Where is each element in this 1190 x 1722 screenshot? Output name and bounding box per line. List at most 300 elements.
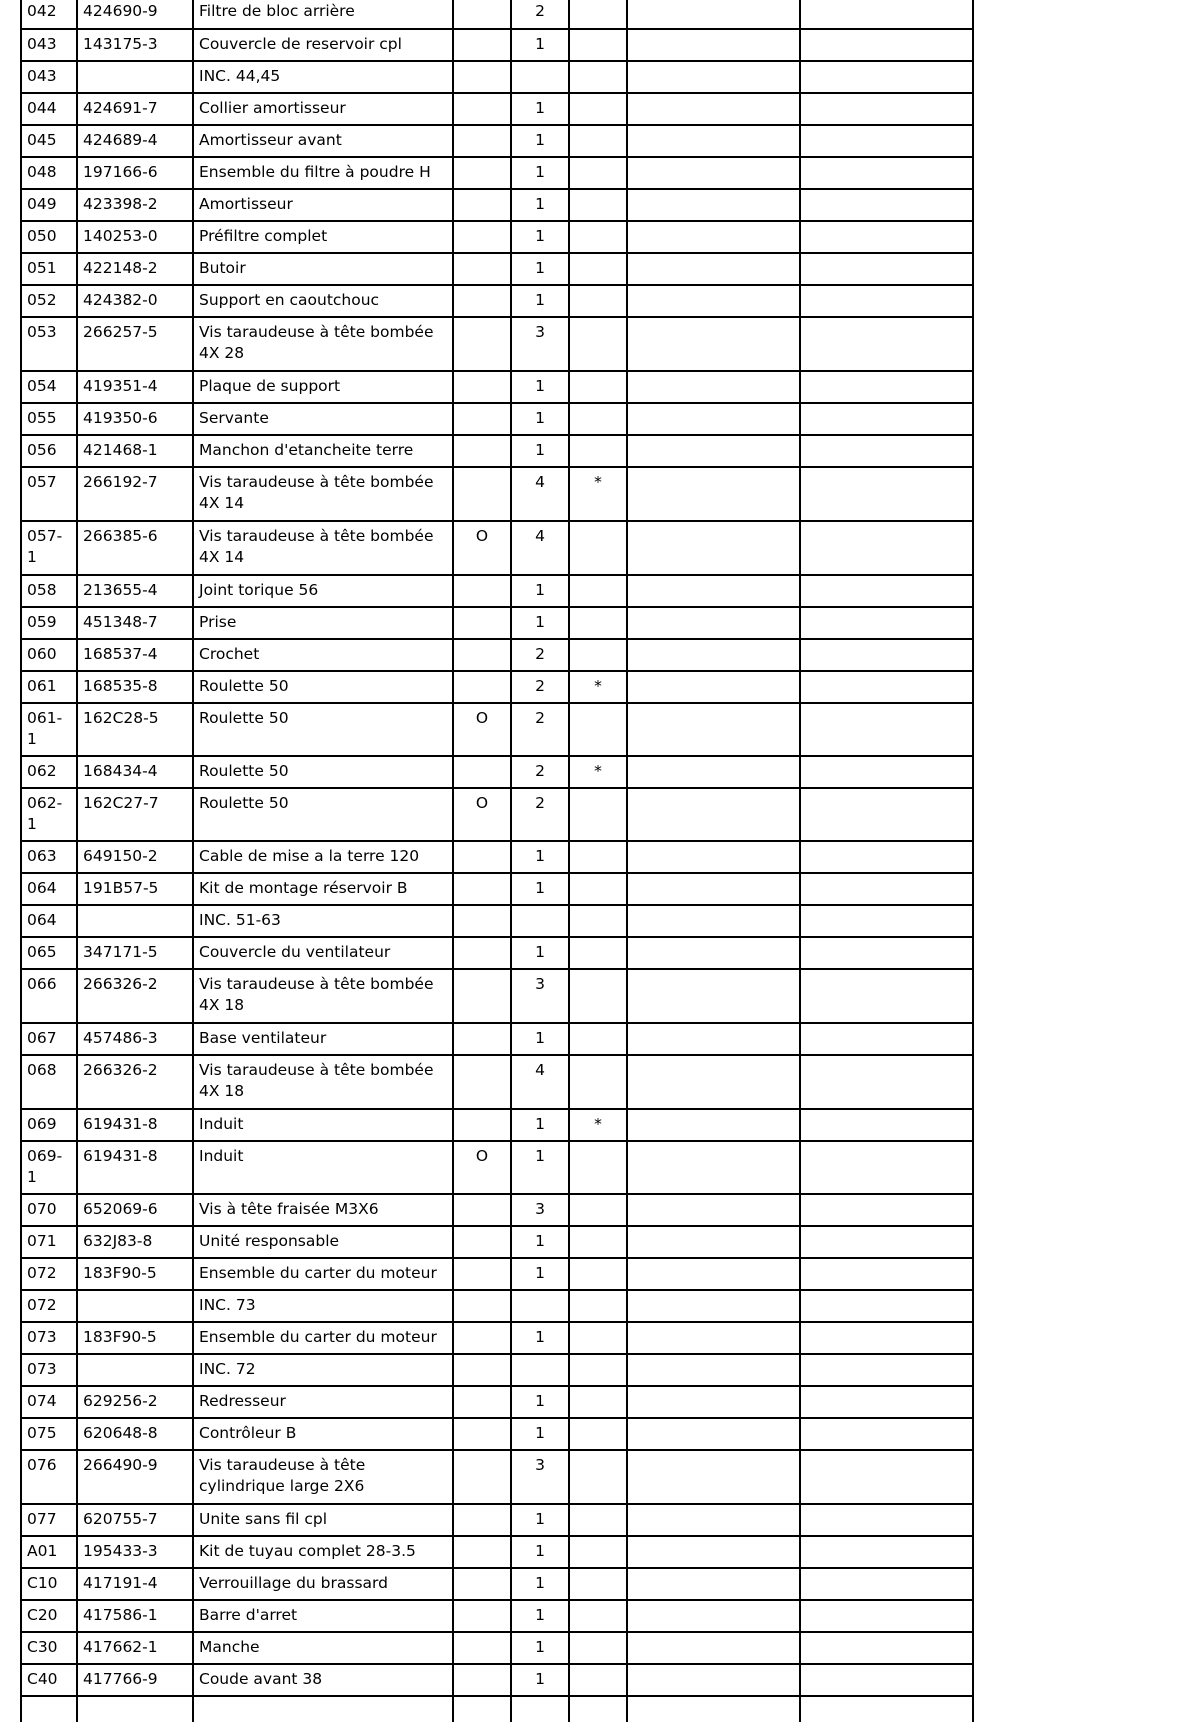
- option-cell: [453, 125, 511, 157]
- table-row: [21, 1226, 973, 1258]
- description-cell: Roulette 50: [193, 703, 453, 756]
- item-number-cell: 075: [21, 1418, 77, 1450]
- mark-cell: [569, 1023, 627, 1055]
- table-row: [21, 1536, 973, 1568]
- empty-cell: [569, 1696, 627, 1722]
- table-row: [21, 1055, 973, 1109]
- description-cell: Manchon d'etancheite terre: [193, 435, 453, 467]
- part-number-cell: [77, 1354, 193, 1386]
- description-cell: Verrouillage du brassard: [193, 1568, 453, 1600]
- table-row: [21, 29, 973, 61]
- item-number-cell: 069-1: [21, 1141, 77, 1194]
- part-number-cell: 183F90-5: [77, 1322, 193, 1354]
- mark-cell: [569, 435, 627, 467]
- part-number-cell: 619431-8: [77, 1109, 193, 1141]
- parts-list: [20, 0, 972, 1722]
- item-number-cell: 053: [21, 317, 77, 371]
- mark-cell: [569, 1290, 627, 1322]
- quantity-cell: 1: [511, 157, 569, 189]
- empty-cell: [77, 1696, 193, 1722]
- description-cell: Vis taraudeuse à tête bombée 4X 18: [193, 1055, 453, 1109]
- quantity-cell: 1: [511, 29, 569, 61]
- option-cell: O: [453, 788, 511, 841]
- item-number-cell: 042: [21, 0, 77, 29]
- mark-cell: [569, 61, 627, 93]
- empty-cell: [800, 607, 973, 639]
- table-row: [21, 1450, 973, 1504]
- description-cell: Plaque de support: [193, 371, 453, 403]
- option-cell: [453, 285, 511, 317]
- quantity-cell: 1: [511, 1664, 569, 1696]
- option-cell: [453, 937, 511, 969]
- table-row: [21, 756, 973, 788]
- empty-cell: [800, 841, 973, 873]
- mark-cell: [569, 788, 627, 841]
- description-cell: Roulette 50: [193, 671, 453, 703]
- empty-cell: [627, 93, 800, 125]
- part-number-cell: 168434-4: [77, 756, 193, 788]
- part-number-cell: 422148-2: [77, 253, 193, 285]
- item-number-cell: 054: [21, 371, 77, 403]
- empty-cell: [800, 1055, 973, 1109]
- empty-cell: [627, 1696, 800, 1722]
- option-cell: [453, 1055, 511, 1109]
- option-cell: [453, 317, 511, 371]
- part-number-cell: 632J83-8: [77, 1226, 193, 1258]
- quantity-cell: 3: [511, 1450, 569, 1504]
- table-row: [21, 1354, 973, 1386]
- quantity-cell: 1: [511, 221, 569, 253]
- item-number-cell: 067: [21, 1023, 77, 1055]
- empty-cell: [800, 403, 973, 435]
- item-number-cell: 059: [21, 607, 77, 639]
- quantity-cell: 3: [511, 317, 569, 371]
- mark-cell: [569, 157, 627, 189]
- table-row: [21, 1290, 973, 1322]
- description-cell: INC. 51-63: [193, 905, 453, 937]
- empty-cell: [627, 371, 800, 403]
- part-number-cell: 417586-1: [77, 1600, 193, 1632]
- empty-cell: [800, 0, 973, 29]
- option-cell: [453, 1600, 511, 1632]
- description-cell: Induit: [193, 1109, 453, 1141]
- mark-cell: [569, 937, 627, 969]
- empty-cell: [800, 1290, 973, 1322]
- item-number-cell: 050: [21, 221, 77, 253]
- mark-cell: [569, 1418, 627, 1450]
- table-row: [21, 671, 973, 703]
- description-cell: Butoir: [193, 253, 453, 285]
- mark-cell: [569, 969, 627, 1023]
- quantity-cell: 2: [511, 756, 569, 788]
- item-number-cell: C10: [21, 1568, 77, 1600]
- item-number-cell: 069: [21, 1109, 77, 1141]
- mark-cell: [569, 575, 627, 607]
- mark-cell: [569, 1322, 627, 1354]
- part-number-cell: 266257-5: [77, 317, 193, 371]
- empty-cell: [800, 703, 973, 756]
- quantity-cell: 2: [511, 639, 569, 671]
- table-row: [21, 905, 973, 937]
- description-cell: Préfiltre complet: [193, 221, 453, 253]
- mark-cell: [569, 1504, 627, 1536]
- quantity-cell: 1: [511, 435, 569, 467]
- empty-cell: [800, 29, 973, 61]
- description-cell: Contrôleur B: [193, 1418, 453, 1450]
- quantity-cell: 1: [511, 1386, 569, 1418]
- quantity-cell: 1: [511, 1109, 569, 1141]
- empty-cell: [800, 221, 973, 253]
- description-cell: Base ventilateur: [193, 1023, 453, 1055]
- description-cell: INC. 73: [193, 1290, 453, 1322]
- mark-cell: [569, 1450, 627, 1504]
- option-cell: [453, 639, 511, 671]
- quantity-cell: 1: [511, 1258, 569, 1290]
- empty-cell: [800, 1194, 973, 1226]
- quantity-cell: 1: [511, 607, 569, 639]
- description-cell: Vis à tête fraisée M3X6: [193, 1194, 453, 1226]
- mark-cell: [569, 1141, 627, 1194]
- item-number-cell: 073: [21, 1322, 77, 1354]
- description-cell: Servante: [193, 403, 453, 435]
- part-number-cell: 424690-9: [77, 0, 193, 29]
- quantity-cell: 2: [511, 788, 569, 841]
- quantity-cell: 1: [511, 1226, 569, 1258]
- option-cell: [453, 607, 511, 639]
- option-cell: [453, 1023, 511, 1055]
- part-number-cell: 197166-6: [77, 157, 193, 189]
- empty-cell: [800, 1386, 973, 1418]
- part-number-cell: 191B57-5: [77, 873, 193, 905]
- item-number-cell: C20: [21, 1600, 77, 1632]
- item-number-cell: 044: [21, 93, 77, 125]
- part-number-cell: 266490-9: [77, 1450, 193, 1504]
- parts-table-body: [21, 0, 973, 1722]
- part-number-cell: 629256-2: [77, 1386, 193, 1418]
- part-number-cell: 162C27-7: [77, 788, 193, 841]
- empty-cell: [800, 1568, 973, 1600]
- part-number-cell: 417766-9: [77, 1664, 193, 1696]
- empty-cell: [627, 756, 800, 788]
- mark-cell: [569, 285, 627, 317]
- item-number-cell: 072: [21, 1290, 77, 1322]
- mark-cell: [569, 189, 627, 221]
- empty-cell: [627, 873, 800, 905]
- part-number-cell: 424382-0: [77, 285, 193, 317]
- mark-cell: [569, 703, 627, 756]
- option-cell: O: [453, 1141, 511, 1194]
- empty-cell: [627, 189, 800, 221]
- empty-cell: [800, 1418, 973, 1450]
- table-row: [21, 285, 973, 317]
- empty-cell: [627, 125, 800, 157]
- option-cell: [453, 29, 511, 61]
- empty-cell: [627, 467, 800, 521]
- option-cell: [453, 1226, 511, 1258]
- part-number-cell: 424689-4: [77, 125, 193, 157]
- quantity-cell: 1: [511, 937, 569, 969]
- empty-cell: [193, 1696, 453, 1722]
- part-number-cell: 423398-2: [77, 189, 193, 221]
- table-row: [21, 607, 973, 639]
- table-row: [21, 125, 973, 157]
- part-number-cell: [77, 905, 193, 937]
- quantity-cell: 1: [511, 1568, 569, 1600]
- mark-cell: [569, 403, 627, 435]
- empty-cell: [627, 937, 800, 969]
- quantity-cell: 1: [511, 1023, 569, 1055]
- mark-cell: [569, 1664, 627, 1696]
- table-row: [21, 1418, 973, 1450]
- mark-cell: [569, 841, 627, 873]
- option-cell: [453, 221, 511, 253]
- description-cell: Amortisseur avant: [193, 125, 453, 157]
- table-row: [21, 575, 973, 607]
- quantity-cell: 1: [511, 841, 569, 873]
- item-number-cell: C30: [21, 1632, 77, 1664]
- mark-cell: [569, 221, 627, 253]
- table-row: [21, 703, 973, 756]
- parts-table: [20, 0, 974, 1722]
- item-number-cell: 060: [21, 639, 77, 671]
- empty-cell: [627, 905, 800, 937]
- quantity-cell: [511, 905, 569, 937]
- table-row: [21, 317, 973, 371]
- option-cell: [453, 1290, 511, 1322]
- part-number-cell: 266326-2: [77, 1055, 193, 1109]
- description-cell: Coude avant 38: [193, 1664, 453, 1696]
- description-cell: Crochet: [193, 639, 453, 671]
- part-number-cell: 347171-5: [77, 937, 193, 969]
- quantity-cell: 1: [511, 1536, 569, 1568]
- part-number-cell: [77, 61, 193, 93]
- empty-cell: [627, 1568, 800, 1600]
- item-number-cell: 051: [21, 253, 77, 285]
- quantity-cell: 1: [511, 1141, 569, 1194]
- empty-cell: [627, 1055, 800, 1109]
- description-cell: Roulette 50: [193, 756, 453, 788]
- table-row: [21, 93, 973, 125]
- quantity-cell: [511, 1290, 569, 1322]
- empty-cell: [627, 1023, 800, 1055]
- table-row: [21, 1664, 973, 1696]
- empty-cell: [800, 1258, 973, 1290]
- item-number-cell: 061-1: [21, 703, 77, 756]
- option-cell: [453, 905, 511, 937]
- description-cell: Vis taraudeuse à tête bombée 4X 28: [193, 317, 453, 371]
- mark-cell: [569, 125, 627, 157]
- empty-cell: [800, 788, 973, 841]
- empty-cell: [627, 403, 800, 435]
- quantity-cell: 1: [511, 403, 569, 435]
- part-number-cell: 451348-7: [77, 607, 193, 639]
- part-number-cell: 183F90-5: [77, 1258, 193, 1290]
- option-cell: [453, 1568, 511, 1600]
- item-number-cell: 056: [21, 435, 77, 467]
- empty-cell: [627, 253, 800, 285]
- empty-cell: [627, 285, 800, 317]
- quantity-cell: 1: [511, 575, 569, 607]
- empty-cell: [627, 1632, 800, 1664]
- empty-cell: [627, 841, 800, 873]
- empty-cell: [627, 1109, 800, 1141]
- table-row: [21, 0, 973, 29]
- quantity-cell: 1: [511, 1632, 569, 1664]
- mark-cell: [569, 873, 627, 905]
- option-cell: O: [453, 703, 511, 756]
- empty-cell: [21, 1696, 77, 1722]
- quantity-cell: 4: [511, 1055, 569, 1109]
- mark-cell: [569, 639, 627, 671]
- item-number-cell: 073: [21, 1354, 77, 1386]
- empty-cell: [800, 125, 973, 157]
- empty-cell: [627, 1504, 800, 1536]
- quantity-cell: 2: [511, 0, 569, 29]
- empty-cell: [800, 1023, 973, 1055]
- empty-cell: [627, 1258, 800, 1290]
- description-cell: Roulette 50: [193, 788, 453, 841]
- part-number-cell: 213655-4: [77, 575, 193, 607]
- part-number-cell: 140253-0: [77, 221, 193, 253]
- item-number-cell: 062: [21, 756, 77, 788]
- option-cell: [453, 0, 511, 29]
- empty-cell: [453, 1696, 511, 1722]
- option-cell: [453, 756, 511, 788]
- mark-cell: [569, 1632, 627, 1664]
- option-cell: O: [453, 521, 511, 575]
- table-row: [21, 937, 973, 969]
- empty-cell: [800, 873, 973, 905]
- empty-cell: [800, 285, 973, 317]
- empty-cell: [627, 703, 800, 756]
- part-number-cell: 266385-6: [77, 521, 193, 575]
- table-row: [21, 1568, 973, 1600]
- option-cell: [453, 1258, 511, 1290]
- empty-cell: [800, 639, 973, 671]
- table-row: [21, 1504, 973, 1536]
- option-cell: [453, 575, 511, 607]
- mark-cell: [569, 1258, 627, 1290]
- description-cell: Cable de mise a la terre 120: [193, 841, 453, 873]
- mark-cell: [569, 1194, 627, 1226]
- empty-cell: [800, 93, 973, 125]
- description-cell: Vis taraudeuse à tête cylindrique large 2X6: [193, 1450, 453, 1504]
- empty-cell: [800, 756, 973, 788]
- empty-cell: [627, 1418, 800, 1450]
- empty-cell: [800, 1322, 973, 1354]
- table-row: [21, 788, 973, 841]
- description-cell: Collier amortisseur: [193, 93, 453, 125]
- quantity-cell: 1: [511, 1418, 569, 1450]
- empty-cell: [627, 788, 800, 841]
- quantity-cell: 1: [511, 1504, 569, 1536]
- empty-cell: [627, 521, 800, 575]
- part-number-cell: 652069-6: [77, 1194, 193, 1226]
- table-row: [21, 253, 973, 285]
- item-number-cell: 068: [21, 1055, 77, 1109]
- part-number-cell: 424691-7: [77, 93, 193, 125]
- item-number-cell: 048: [21, 157, 77, 189]
- mark-cell: [569, 317, 627, 371]
- empty-cell: [627, 1354, 800, 1386]
- table-row: [21, 1023, 973, 1055]
- empty-cell: [511, 1696, 569, 1722]
- empty-cell: [627, 1450, 800, 1504]
- mark-cell: [569, 521, 627, 575]
- part-number-cell: 195433-3: [77, 1536, 193, 1568]
- description-cell: INC. 44,45: [193, 61, 453, 93]
- option-cell: [453, 1536, 511, 1568]
- empty-cell: [627, 1536, 800, 1568]
- empty-cell: [627, 639, 800, 671]
- option-cell: [453, 1664, 511, 1696]
- quantity-cell: 2: [511, 703, 569, 756]
- option-cell: [453, 61, 511, 93]
- description-cell: Vis taraudeuse à tête bombée 4X 18: [193, 969, 453, 1023]
- empty-cell: [800, 1450, 973, 1504]
- mark-cell: *: [569, 467, 627, 521]
- item-number-cell: 066: [21, 969, 77, 1023]
- table-row: [21, 1109, 973, 1141]
- table-row: [21, 873, 973, 905]
- item-number-cell: 063: [21, 841, 77, 873]
- description-cell: Support en caoutchouc: [193, 285, 453, 317]
- empty-cell: [800, 157, 973, 189]
- part-number-cell: 620755-7: [77, 1504, 193, 1536]
- empty-cell: [627, 575, 800, 607]
- empty-cell: [800, 61, 973, 93]
- table-row: [21, 1632, 973, 1664]
- option-cell: [453, 157, 511, 189]
- empty-cell: [800, 1696, 973, 1722]
- option-cell: [453, 1504, 511, 1536]
- item-number-cell: 057-1: [21, 521, 77, 575]
- option-cell: [453, 371, 511, 403]
- item-number-cell: A01: [21, 1536, 77, 1568]
- empty-cell: [627, 1226, 800, 1258]
- description-cell: Unité responsable: [193, 1226, 453, 1258]
- item-number-cell: 043: [21, 61, 77, 93]
- mark-cell: [569, 1568, 627, 1600]
- table-row: [21, 1322, 973, 1354]
- table-row: [21, 969, 973, 1023]
- item-number-cell: 072: [21, 1258, 77, 1290]
- empty-cell: [800, 189, 973, 221]
- item-number-cell: 045: [21, 125, 77, 157]
- part-number-cell: 266192-7: [77, 467, 193, 521]
- mark-cell: [569, 1536, 627, 1568]
- empty-cell: [627, 1290, 800, 1322]
- quantity-cell: 1: [511, 1322, 569, 1354]
- description-cell: Redresseur: [193, 1386, 453, 1418]
- empty-cell: [627, 157, 800, 189]
- empty-cell: [627, 1386, 800, 1418]
- mark-cell: *: [569, 1109, 627, 1141]
- option-cell: [453, 1386, 511, 1418]
- empty-cell: [800, 905, 973, 937]
- empty-cell: [800, 467, 973, 521]
- item-number-cell: 061: [21, 671, 77, 703]
- empty-cell: [627, 1194, 800, 1226]
- quantity-cell: [511, 61, 569, 93]
- empty-cell: [627, 607, 800, 639]
- empty-cell: [627, 61, 800, 93]
- option-cell: [453, 403, 511, 435]
- option-cell: [453, 435, 511, 467]
- empty-cell: [800, 937, 973, 969]
- empty-cell: [800, 435, 973, 467]
- option-cell: [453, 189, 511, 221]
